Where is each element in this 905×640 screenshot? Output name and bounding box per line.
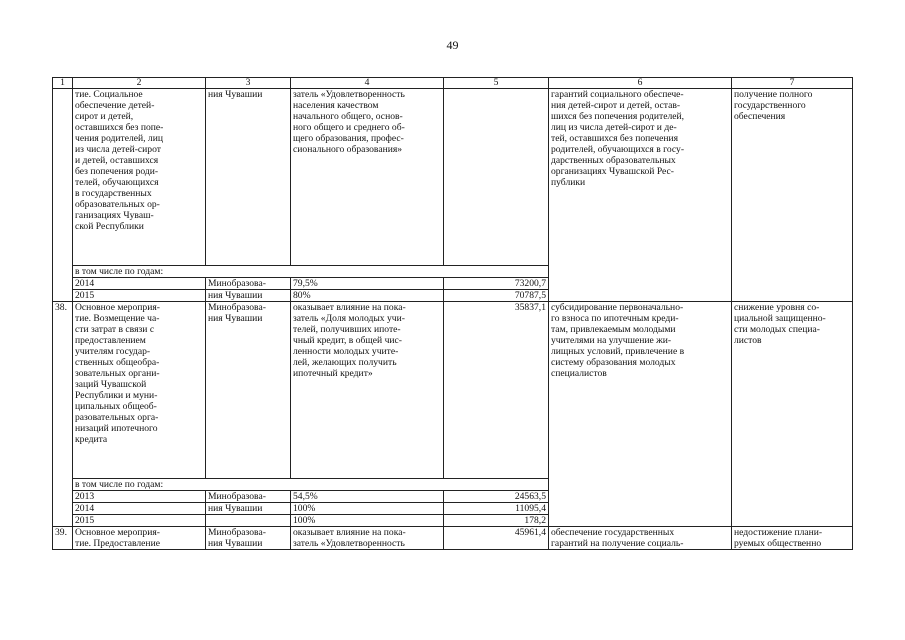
- year-cell: 2015: [73, 290, 206, 302]
- row-number: 38.: [53, 302, 73, 527]
- amount-cell: 73200,7: [444, 278, 549, 290]
- executor-cell: Минобразова- ния Чувашии: [206, 302, 291, 479]
- event-cell: Основное мероприя- тие. Возмещение ча- сти затрат в связи с предоставлением учителям государ- ственных общеобра- зовательных органи- заций Чувашской Республики и муни- ципальных общеоб- разовательных орга- низаций ипотечного кредита: [73, 302, 206, 479]
- row-number: [53, 89, 73, 302]
- indicator-value: 100%: [291, 515, 444, 527]
- table-row: [53, 302, 853, 479]
- consequence-cell: недостижение плани- руемых общественно: [732, 527, 853, 550]
- indicator-cell: оказывает влияние на пока- затель «Удовлетворенность: [291, 527, 444, 550]
- executor-cell: Минобразова-: [206, 491, 291, 503]
- amount-cell: [444, 89, 549, 266]
- amount-cell: 45961,4: [444, 527, 549, 550]
- event-cell: Основное мероприя- тие. Предоставление: [73, 527, 206, 550]
- amount-cell: 11095,4: [444, 503, 549, 515]
- result-cell: обеспечение государственных гарантий на получение социаль-: [549, 527, 732, 550]
- col-header: 7: [732, 78, 853, 89]
- by-years-label: в том числе по годам:: [73, 266, 549, 278]
- table-row: [53, 527, 853, 550]
- executor-cell: ния Чувашии: [206, 503, 291, 515]
- executor-cell: ния Чувашии: [206, 290, 291, 302]
- amount-cell: 35837,1: [444, 302, 549, 479]
- amount-cell: 70787,5: [444, 290, 549, 302]
- col-header: 1: [53, 78, 73, 89]
- by-years-label: в том числе по годам:: [73, 479, 549, 491]
- result-cell: субсидирование первоначально- го взноса по ипотечным креди- там, привлекаемым молодыми учителями на улучшение жи- лищных условий, привлечение в систему образования молодых специалистов: [549, 302, 732, 527]
- executor-cell: ния Чувашии: [206, 89, 291, 266]
- col-header: 3: [206, 78, 291, 89]
- col-header: 5: [444, 78, 549, 89]
- row-number: 39.: [53, 527, 73, 550]
- amount-cell: 24563,5: [444, 491, 549, 503]
- col-header: 2: [73, 78, 206, 89]
- result-cell: гарантий социального обеспече- ния детей-сирот и детей, остав- шихся без попечения родителей, лиц из числа детей-сирот и де- тей, оставшихся без попечения родителей, обучающихся в госу- дарственных образовательных организациях Чувашской Рес- публики: [549, 89, 732, 302]
- year-cell: 2014: [73, 278, 206, 290]
- consequence-cell: снижение уровня со- циальной защищенно- сти молодых специа- листов: [732, 302, 853, 527]
- program-table: [52, 77, 853, 550]
- year-cell: 2015: [73, 515, 206, 527]
- column-number-row: [53, 78, 853, 89]
- indicator-cell: затель «Удовлетворенность населения качеством начального общего, основ- ного общего и среднего об- щего образования, профес- сионального образования»: [291, 89, 444, 266]
- year-cell: 2013: [73, 491, 206, 503]
- indicator-value: 54,5%: [291, 491, 444, 503]
- col-header: 6: [549, 78, 732, 89]
- indicator-value: 100%: [291, 503, 444, 515]
- page-number: 49: [446, 38, 459, 52]
- year-cell: 2014: [73, 503, 206, 515]
- consequence-cell: получение полного государственного обеспечения: [732, 89, 853, 302]
- event-cell: тие. Социальное обеспечение детей- сирот и детей, оставшихся без попе- чения родителей, лиц из числа детей-сирот и детей, оставшихся без попечения роди- телей, обучающихся в государственных образовательных ор- ганизациях Чуваш- ской Республики: [73, 89, 206, 266]
- executor-cell: Минобразова- ния Чувашии: [206, 527, 291, 550]
- indicator-value: 80%: [291, 290, 444, 302]
- col-header: 4: [291, 78, 444, 89]
- executor-cell: [206, 515, 291, 527]
- amount-cell: 178,2: [444, 515, 549, 527]
- executor-cell: Минобразова-: [206, 278, 291, 290]
- indicator-value: 79,5%: [291, 278, 444, 290]
- table-row: [53, 89, 853, 266]
- indicator-cell: оказывает влияние на пока- затель «Доля молодых учи- телей, получивших ипоте- чный кредит, в общей чис- ленности молодых учите- лей, желающих получить ипотечный кредит»: [291, 302, 444, 479]
